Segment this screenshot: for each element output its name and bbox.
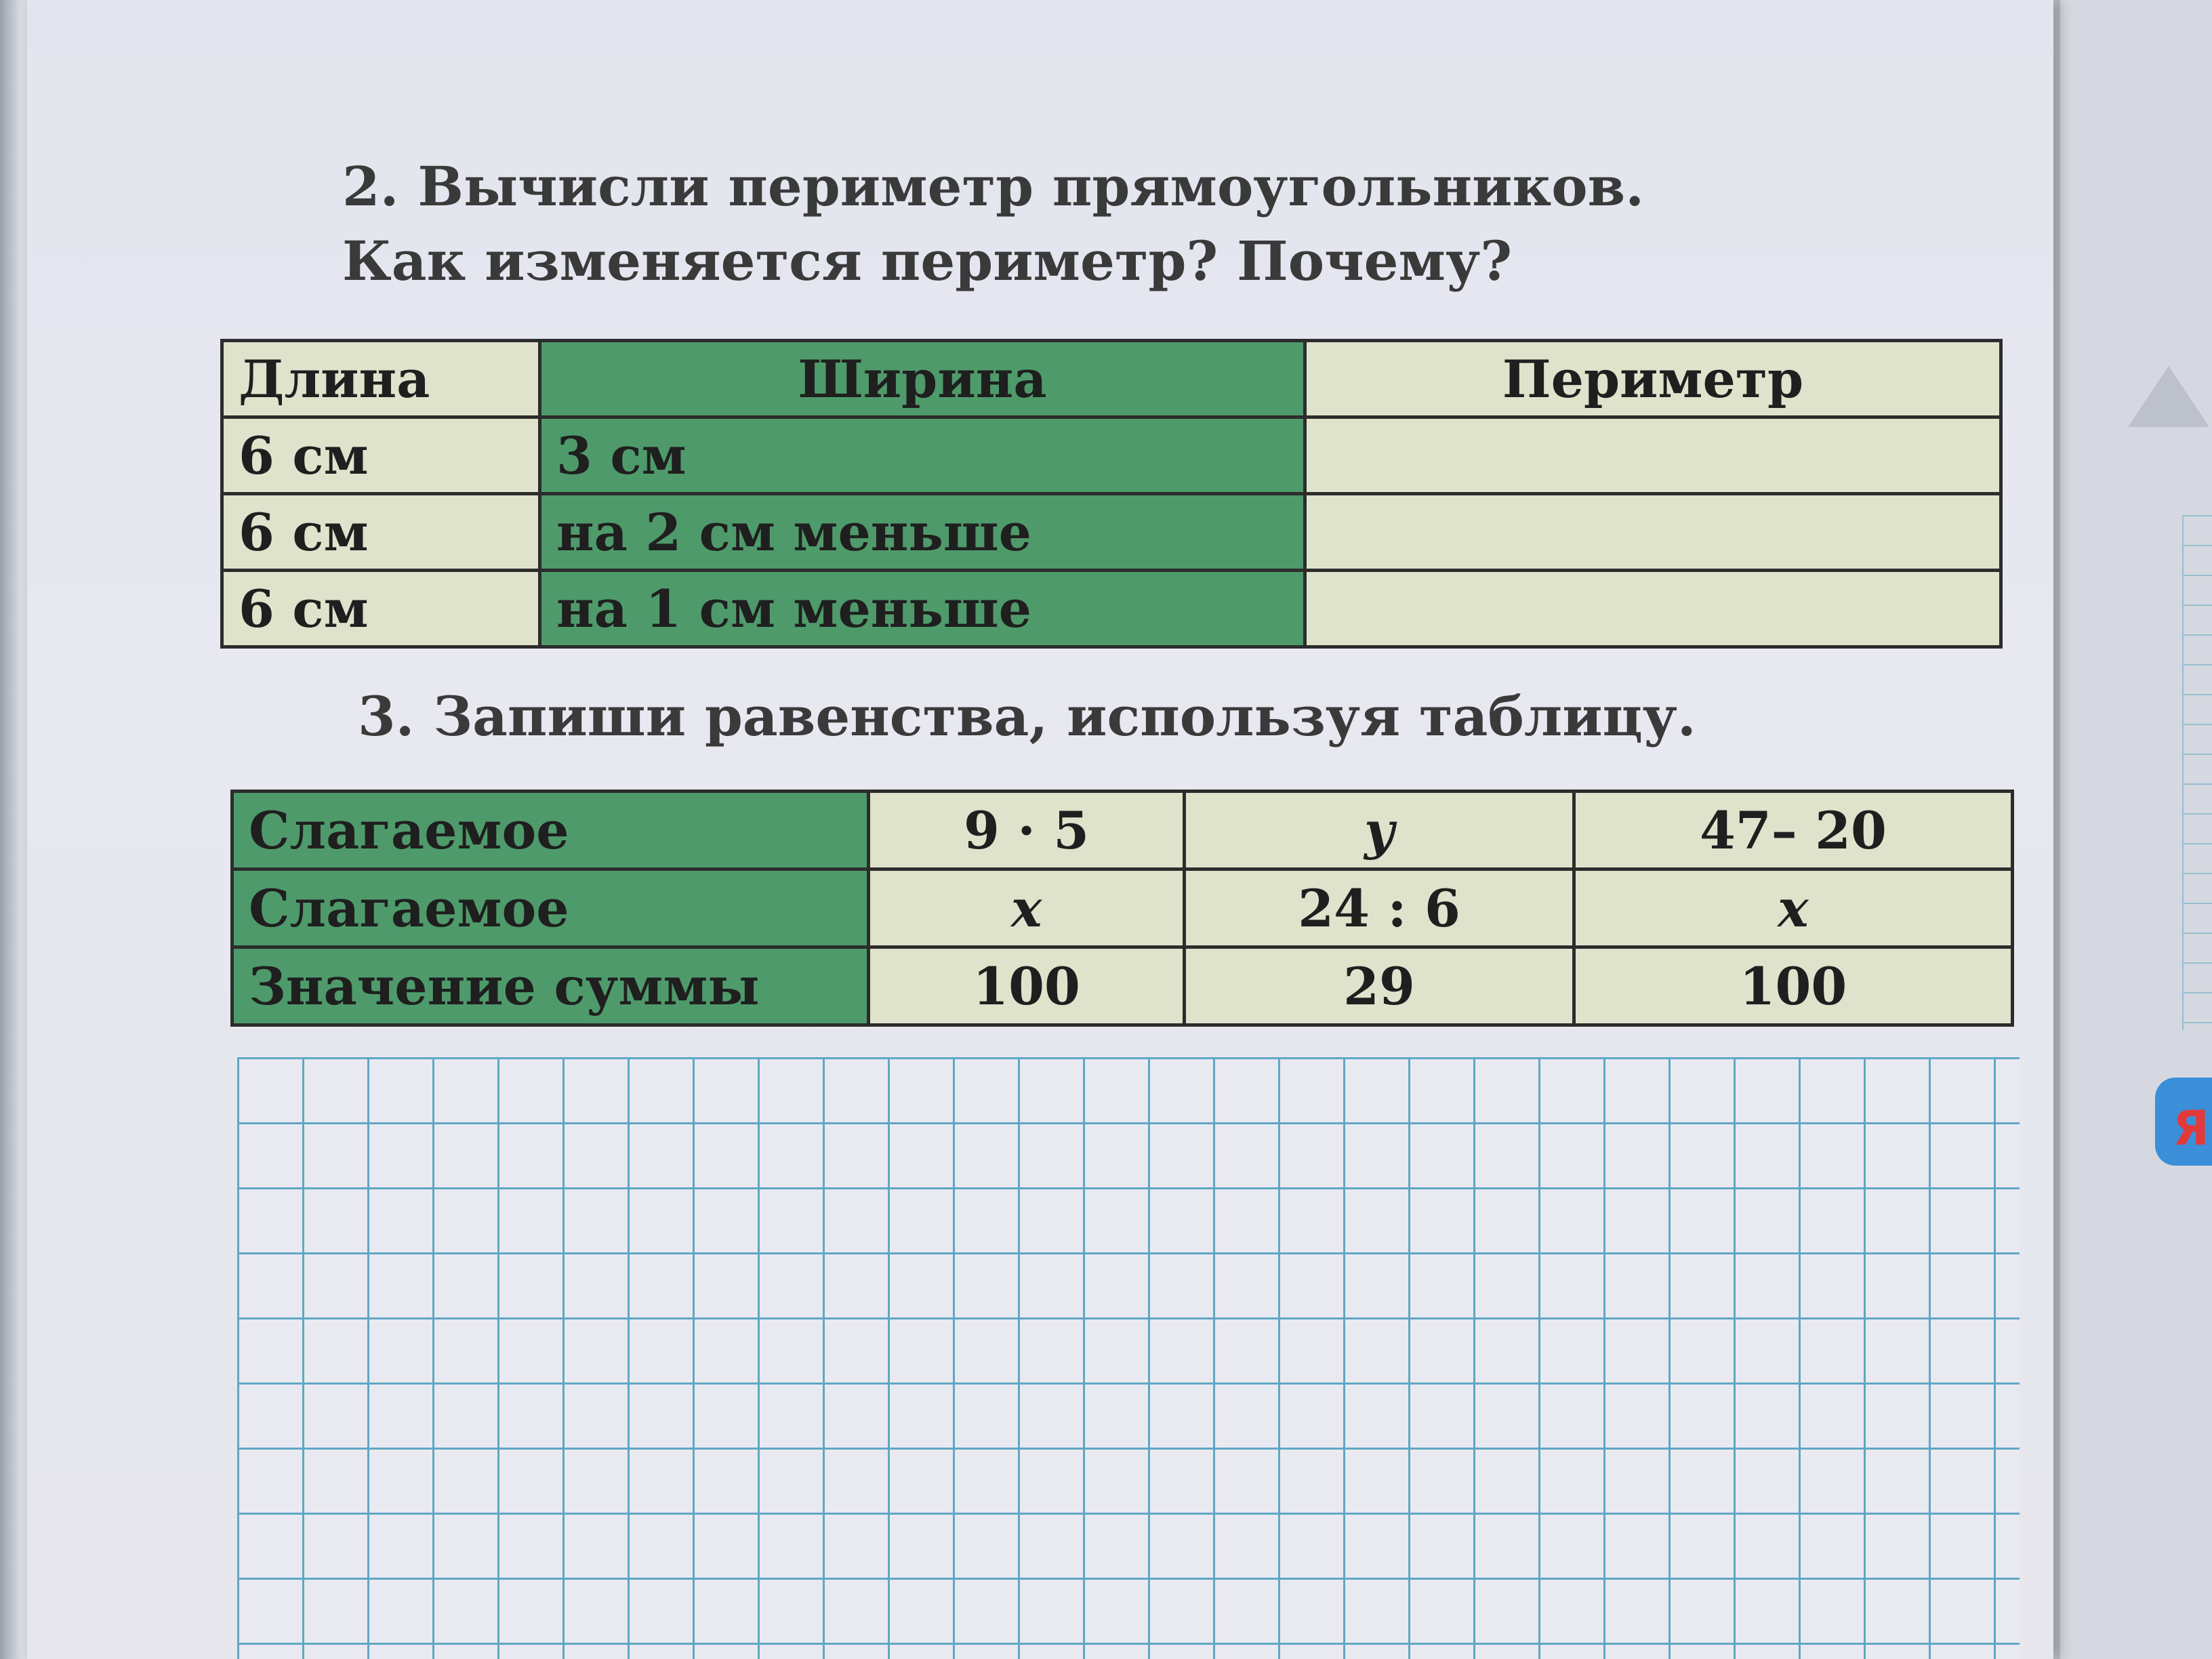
- perimeter-answer-cell[interactable]: [1305, 417, 2001, 494]
- row-label: Слагаемое: [232, 869, 869, 947]
- table-row: [222, 494, 2001, 571]
- table-row: [232, 947, 2013, 1025]
- row-label: Значение суммы: [232, 947, 869, 1025]
- header-length: Длина: [222, 341, 540, 417]
- table-row: [232, 792, 2013, 869]
- value-cell: 24 : 6: [1185, 869, 1574, 947]
- length-cell: 6 см: [222, 417, 540, 494]
- table-header-row: [222, 341, 2001, 417]
- table-row: [232, 869, 2013, 947]
- ruler-triangle-icon: [2128, 366, 2209, 427]
- length-cell: 6 см: [222, 494, 540, 571]
- header-width: Ширина: [540, 341, 1305, 417]
- value-cell: x: [1574, 869, 2012, 947]
- row-label: Слагаемое: [232, 792, 869, 869]
- perimeter-answer-cell[interactable]: [1305, 571, 2001, 647]
- adjacent-page-grid: [2182, 515, 2212, 1030]
- value-cell: 47– 20: [1574, 792, 2012, 869]
- sum-table: [230, 790, 2014, 1027]
- table-row: [222, 417, 2001, 494]
- perimeter-answer-cell[interactable]: [1305, 494, 2001, 571]
- value-cell: 100: [869, 947, 1185, 1025]
- badge-icon: [2155, 1078, 2212, 1166]
- task2-question: Как изменяется периметр? Почему?: [342, 229, 1513, 293]
- length-cell: 6 см: [222, 571, 540, 647]
- badge-letter: Я: [2173, 1101, 2209, 1156]
- width-cell: на 2 см меньше: [540, 494, 1305, 571]
- answer-grid-area[interactable]: [237, 1057, 2020, 1659]
- value-cell: x: [869, 869, 1185, 947]
- perimeter-table: [220, 339, 2003, 649]
- value-cell: y: [1185, 792, 1574, 869]
- table-row: [222, 571, 2001, 647]
- task2-title: 2. Вычисли периметр прямоугольников.: [342, 155, 1645, 218]
- header-perimeter: Периметр: [1305, 341, 2001, 417]
- task3-title: 3. Запиши равенства, используя таблицу.: [358, 684, 1696, 748]
- value-cell: 100: [1574, 947, 2012, 1025]
- value-cell: 9 · 5: [869, 792, 1185, 869]
- value-cell: 29: [1185, 947, 1574, 1025]
- width-cell: 3 см: [540, 417, 1305, 494]
- width-cell: на 1 см меньше: [540, 571, 1305, 647]
